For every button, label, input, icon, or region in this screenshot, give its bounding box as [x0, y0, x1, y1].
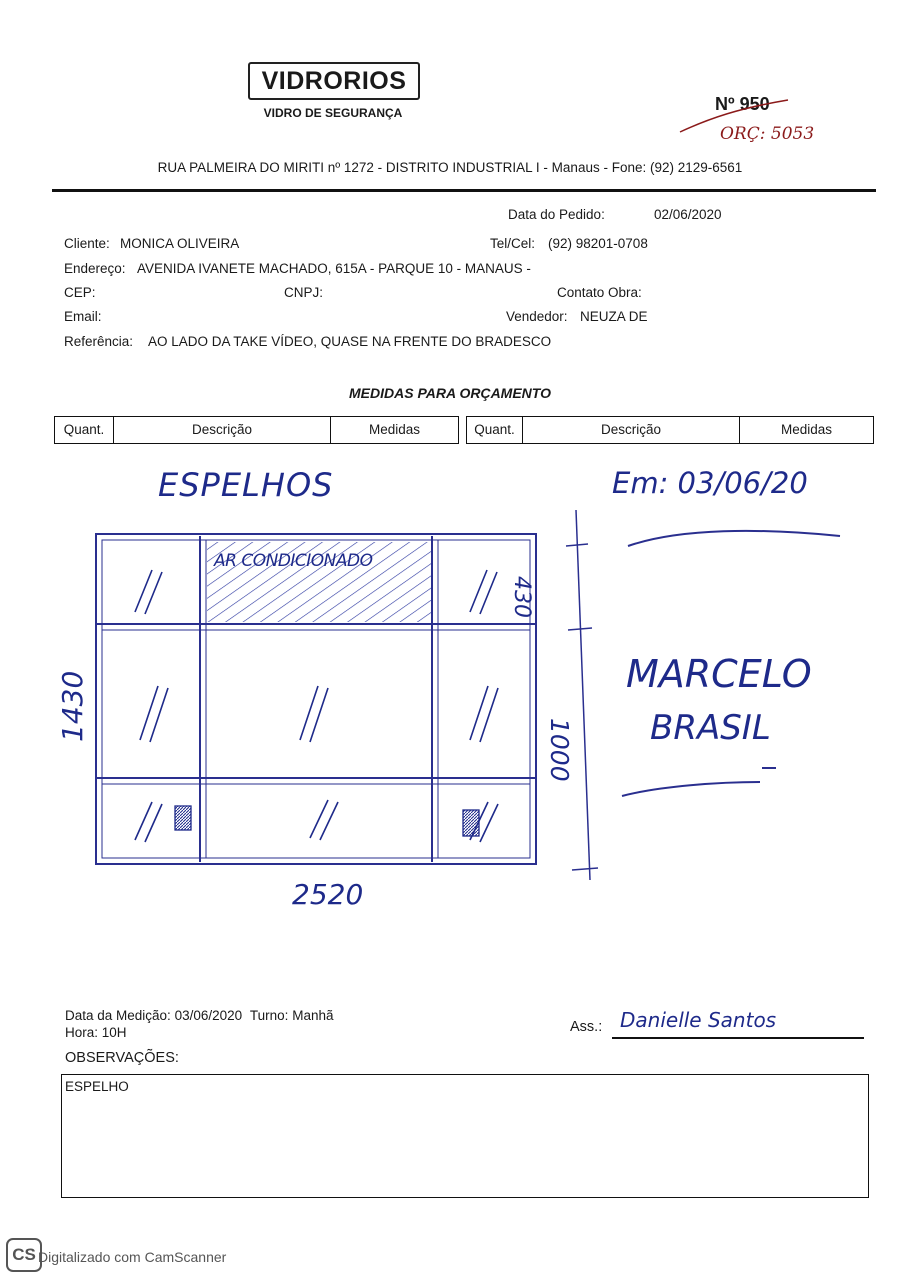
client-value: MONICA OLIVEIRA: [120, 236, 240, 251]
col-measures: Medidas: [780, 422, 833, 437]
col-measures: Medidas: [368, 422, 421, 437]
measures-header-left: [54, 416, 459, 444]
observations-text: ESPELHO: [65, 1079, 129, 1094]
sketch-dim-top-right: 430: [509, 576, 534, 618]
col-description: Descrição: [523, 417, 740, 443]
order-date-label: Data do Pedido:: [508, 207, 605, 222]
header-divider: [52, 189, 876, 192]
col-quantity: Quant.: [55, 417, 114, 443]
scanner-footer-text: Digitalizado com CamScanner: [38, 1249, 227, 1265]
reference-value: AO LADO DA TAKE VÍDEO, QUASE NA FRENTE DO BRADESCO: [148, 334, 552, 349]
signature-label: Ass.:: [570, 1019, 603, 1035]
sketch-heading: ESPELHOS: [158, 466, 334, 504]
company-tagline: VIDRO DE SEGURANÇA: [263, 106, 403, 120]
reference-label: Referência:: [64, 334, 134, 349]
hatched-box-left: [175, 806, 191, 830]
shift-value: Manhã: [292, 1008, 334, 1023]
underline-stroke: [622, 782, 760, 796]
camscanner-logo: CS: [6, 1238, 42, 1272]
observations-label: OBSERVAÇÕES:: [65, 1050, 179, 1066]
order-date-value: 02/06/2020: [654, 207, 722, 222]
observations-box: [61, 1074, 869, 1198]
sketch-dim-right: 1000: [545, 718, 574, 782]
time-line: [65, 1025, 127, 1040]
cep-label: CEP:: [64, 285, 96, 300]
orc-handwritten: ORÇ: 5053: [720, 124, 815, 144]
time-label: Hora:: [65, 1025, 99, 1040]
address-label: Endereço:: [64, 261, 126, 276]
client-label: Cliente:: [64, 236, 110, 251]
col-quantity: Quant.: [467, 417, 523, 443]
address-value: AVENIDA IVANETE MACHADO, 615A - PARQUE 10 - MANAUS -: [137, 261, 531, 276]
sketch-note-line2: BRASIL: [650, 708, 771, 748]
order-number: Nº 950: [715, 94, 770, 114]
signature-line: [612, 1037, 864, 1039]
signature-value: Danielle Santos: [620, 1008, 777, 1032]
sketch-date-note: Em: 03/06/20: [612, 466, 808, 500]
measurement-date-label: Data da Medição:: [65, 1008, 171, 1023]
sketch-dim-left: 1430: [56, 670, 89, 742]
dimension-line-right: [566, 510, 598, 880]
cnpj-label: CNPJ:: [284, 285, 324, 300]
sketch-dim-bottom: 2520: [292, 878, 364, 911]
phone-label: Tel/Cel:: [490, 236, 536, 251]
measurement-line: [65, 1008, 334, 1023]
sketch-ac-label: AR CONDICIONADO: [214, 551, 373, 571]
shift-label: Turno:: [249, 1008, 289, 1023]
phone-value: (92) 98201-0708: [548, 236, 648, 251]
seller-label: Vendedor:: [506, 309, 568, 324]
email-label: Email:: [64, 309, 102, 324]
company-address: RUA PALMEIRA DO MIRITI nº 1272 - DISTRITO INDUSTRIAL I - Manaus - Fone: (92) 2129-6561: [157, 160, 743, 175]
measures-header-right: [466, 416, 874, 444]
col-description: Descrição: [114, 417, 331, 443]
seller-value: NEUZA DE: [580, 309, 648, 324]
company-logo: VIDRORIOS: [248, 62, 420, 100]
hatched-box-right: [463, 810, 479, 836]
measurement-date-value: 03/06/2020: [174, 1008, 243, 1023]
underline-stroke: [628, 531, 840, 546]
contact-label: Contato Obra:: [557, 285, 642, 300]
sketch-note-line1: MARCELO: [626, 652, 812, 696]
measures-title: MEDIDAS PARA ORÇAMENTO: [349, 385, 551, 401]
time-value: 10H: [101, 1025, 127, 1040]
